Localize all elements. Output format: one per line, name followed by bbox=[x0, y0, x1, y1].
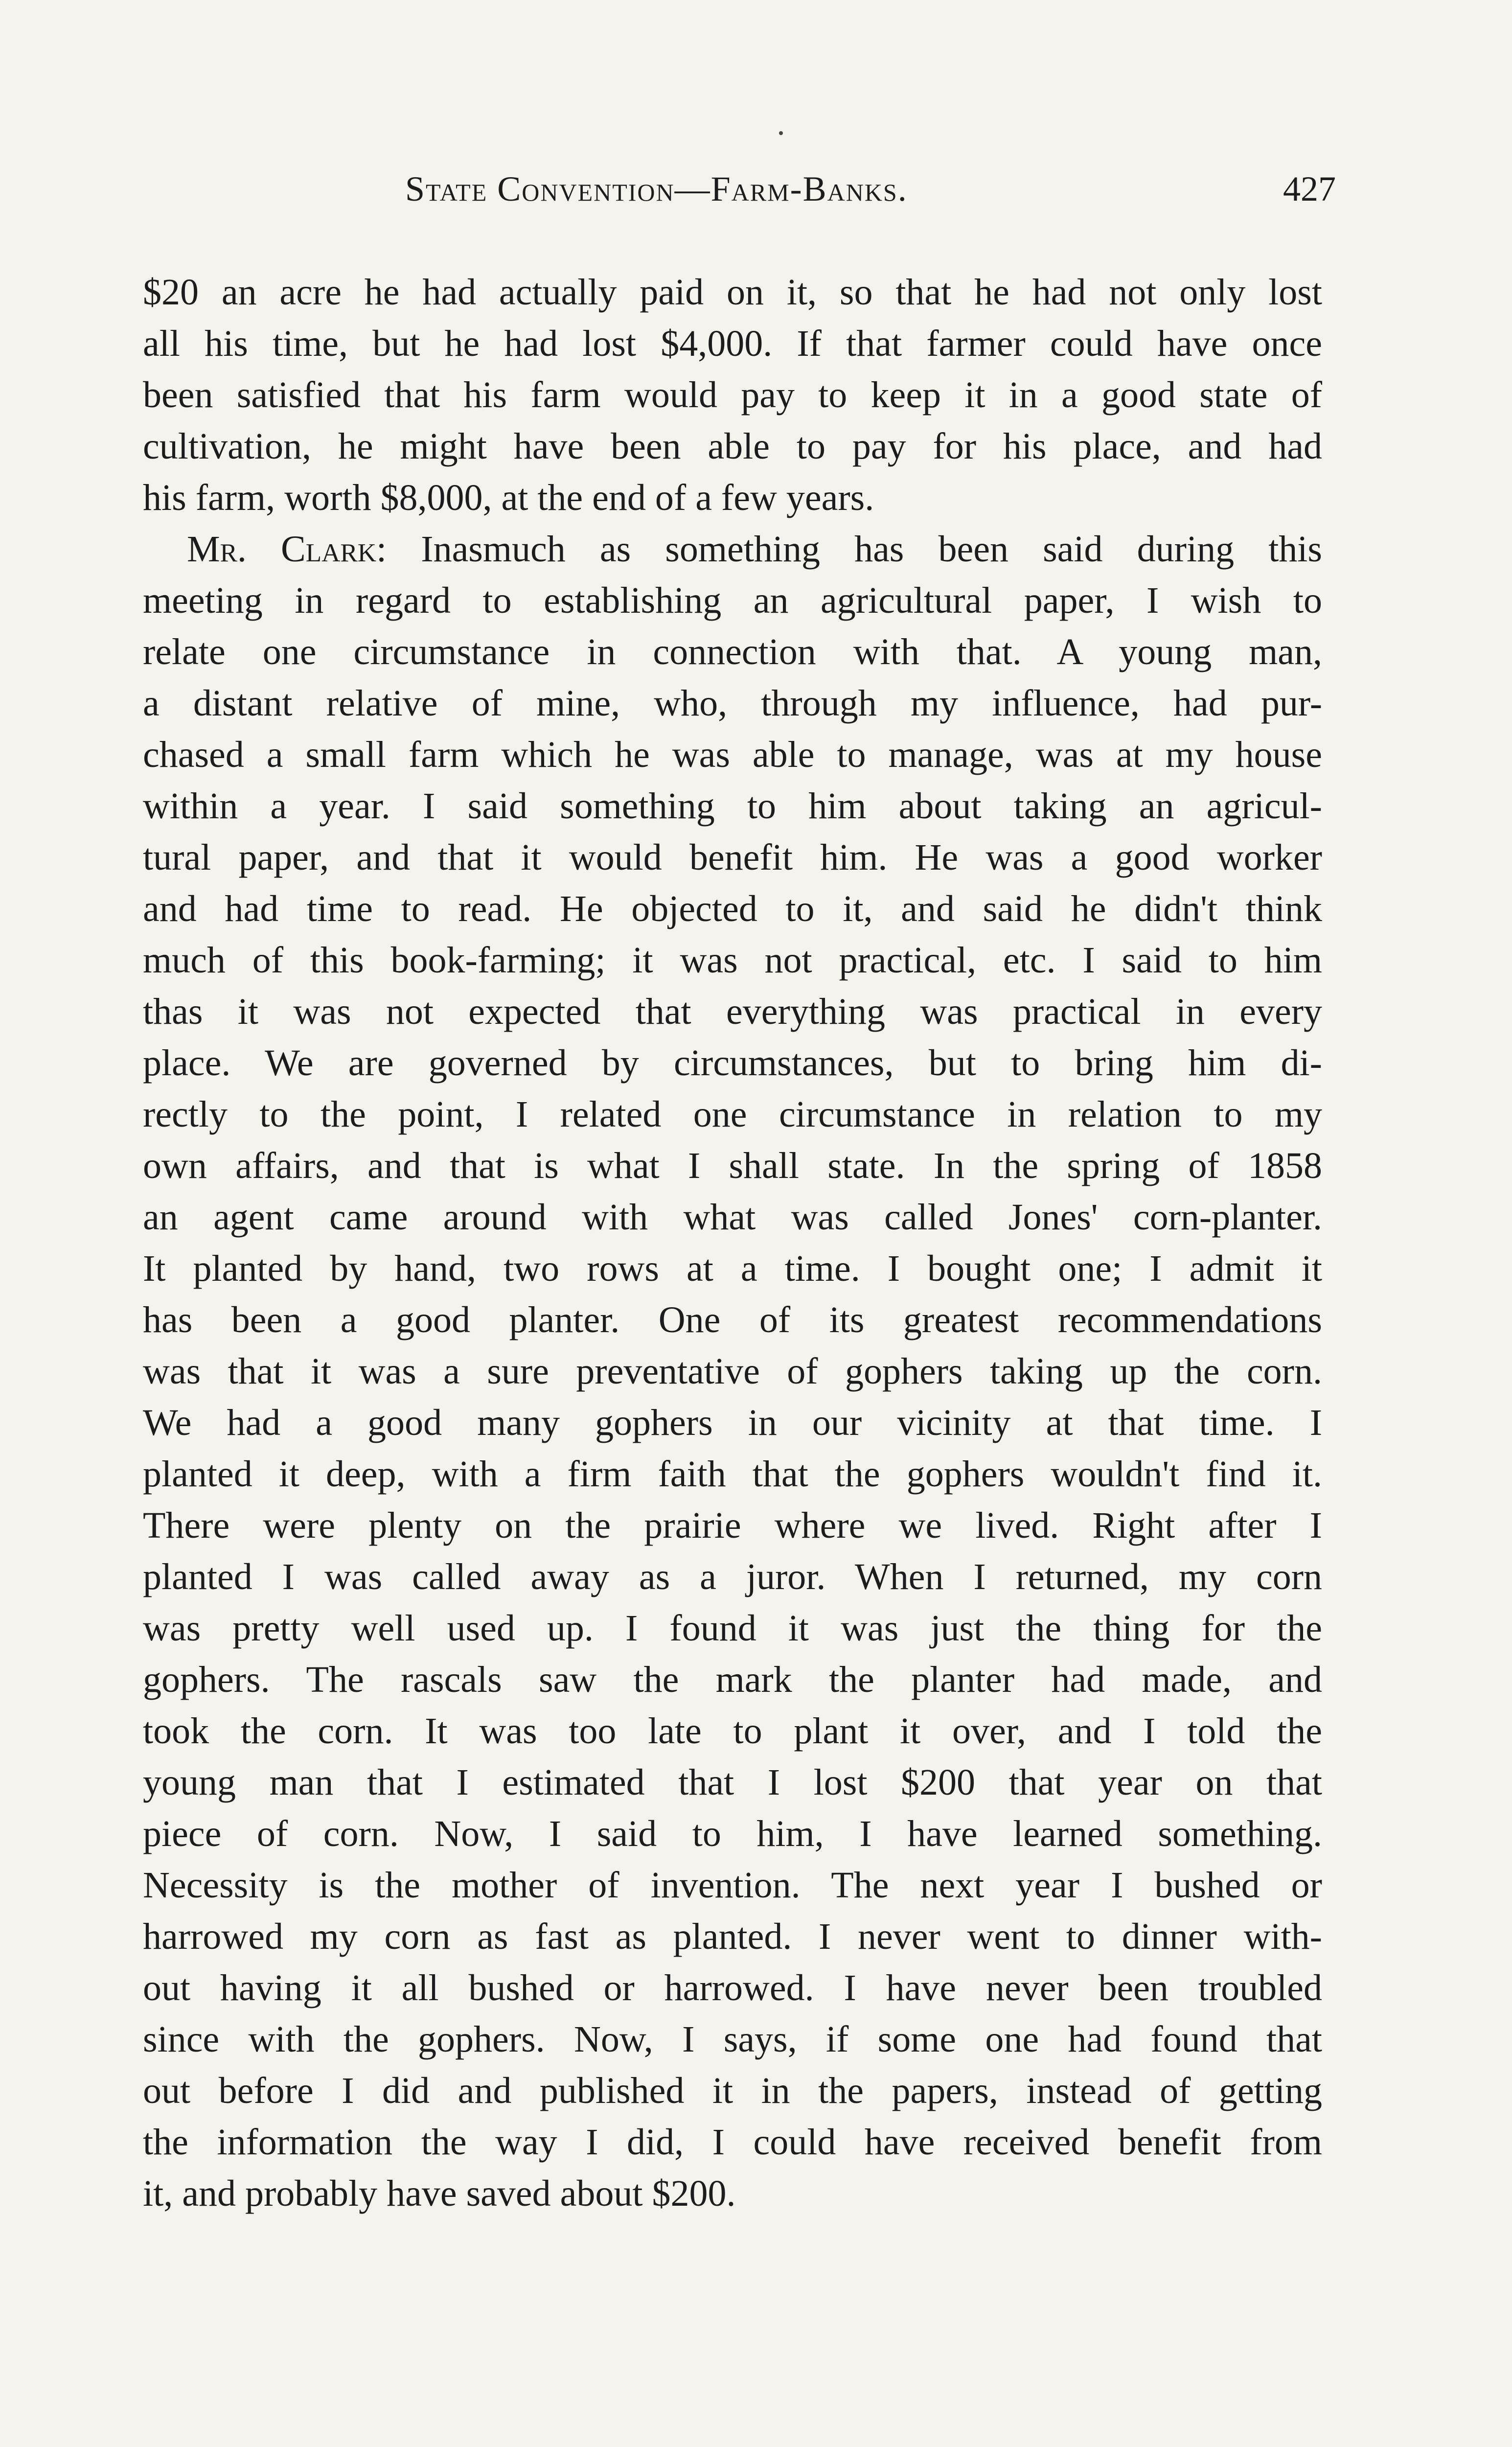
text-line: $20 an acre he had actually paid on it, so that he had not only lost bbox=[143, 272, 1322, 313]
text-line: the information the way I did, I could have received benefit from bbox=[143, 2122, 1322, 2163]
text-line: took the corn. It was too late to plant it over, and I told the bbox=[143, 1710, 1322, 1752]
text-line: a distant relative of mine, who, through my influence, had pur- bbox=[143, 683, 1322, 724]
text-line: Inasmuch as something has been said during this bbox=[421, 529, 1322, 570]
text-line: own affairs, and that is what I shall state. In the spring of 1858 bbox=[143, 1145, 1322, 1186]
ink-speck bbox=[779, 131, 783, 135]
text-line: place. We are governed by circumstances, but to bring him di- bbox=[143, 1042, 1322, 1084]
text-line: chased a small farm which he was able to manage, was at my house bbox=[143, 734, 1322, 775]
text-line: planted it deep, with a firm faith that the gophers wouldn't find it. bbox=[143, 1454, 1322, 1495]
text-line: harrowed my corn as fast as planted. I never went to dinner with- bbox=[143, 1916, 1322, 1957]
text-line: young man that I estimated that I lost $200 that year on that bbox=[143, 1762, 1322, 1803]
running-head: State Convention—Farm-Banks. bbox=[405, 169, 908, 208]
text-line: was pretty well used up. I found it was just the thing for the bbox=[143, 1608, 1322, 1649]
text-line: out having it all bushed or harrowed. I have never been troubled bbox=[143, 1967, 1322, 2008]
paragraph-start-line bbox=[143, 524, 1322, 575]
text-line: piece of corn. Now, I said to him, I have learned something. bbox=[143, 1813, 1322, 1854]
page-number: 427 bbox=[1283, 169, 1336, 208]
text-line: much of this book-farming; it was not practical, etc. I said to him bbox=[143, 940, 1322, 981]
text-line: an agent came around with what was called Jones' corn-planter. bbox=[143, 1197, 1322, 1238]
text-line: all his time, but he had lost $4,000. If that farmer could have once bbox=[143, 323, 1322, 364]
text-line: out before I did and published it in the papers, instead of getting bbox=[143, 2070, 1322, 2111]
text-line: and had time to read. He objected to it, and said he didn't think bbox=[143, 888, 1322, 929]
text-line: was that it was a sure preventative of gophers taking up the corn. bbox=[143, 1351, 1322, 1392]
body-text bbox=[143, 267, 1322, 2219]
text-line: it, and probably have saved about $200. bbox=[143, 2173, 736, 2214]
text-line: gophers. The rascals saw the mark the planter had made, and bbox=[143, 1659, 1322, 1700]
text-line: There were plenty on the prairie where we lived. Right after I bbox=[143, 1505, 1322, 1546]
text-line: We had a good many gophers in our vicinity at that time. I bbox=[143, 1402, 1322, 1443]
text-line: It planted by hand, two rows at a time. I bought one; I admit it bbox=[143, 1248, 1322, 1289]
text-line: has been a good planter. One of its greatest recommendations bbox=[143, 1299, 1322, 1340]
text-line: his farm, worth $8,000, at the end of a few years. bbox=[143, 477, 874, 518]
text-line: meeting in regard to establishing an agricultural paper, I wish to bbox=[143, 580, 1322, 621]
speaker-name: Mr. Clark: bbox=[187, 529, 387, 570]
text-line: planted I was called away as a juror. When I returned, my corn bbox=[143, 1556, 1322, 1597]
text-line: within a year. I said something to him about taking an agricul- bbox=[143, 785, 1322, 827]
text-line: tural paper, and that it would benefit him. He was a good worker bbox=[143, 837, 1322, 878]
text-line: been satisfied that his farm would pay to keep it in a good state of bbox=[143, 374, 1322, 416]
text-line: rectly to the point, I related one circumstance in relation to my bbox=[143, 1094, 1322, 1135]
text-line: since with the gophers. Now, I says, if some one had found that bbox=[143, 2019, 1322, 2060]
text-line: relate one circumstance in connection with that. A young man, bbox=[143, 631, 1322, 672]
text-line: cultivation, he might have been able to pay for his place, and had bbox=[143, 426, 1322, 467]
text-line: thas it was not expected that everything was practical in every bbox=[143, 991, 1322, 1032]
text-line: Necessity is the mother of invention. The next year I bushed or bbox=[143, 1865, 1322, 1906]
